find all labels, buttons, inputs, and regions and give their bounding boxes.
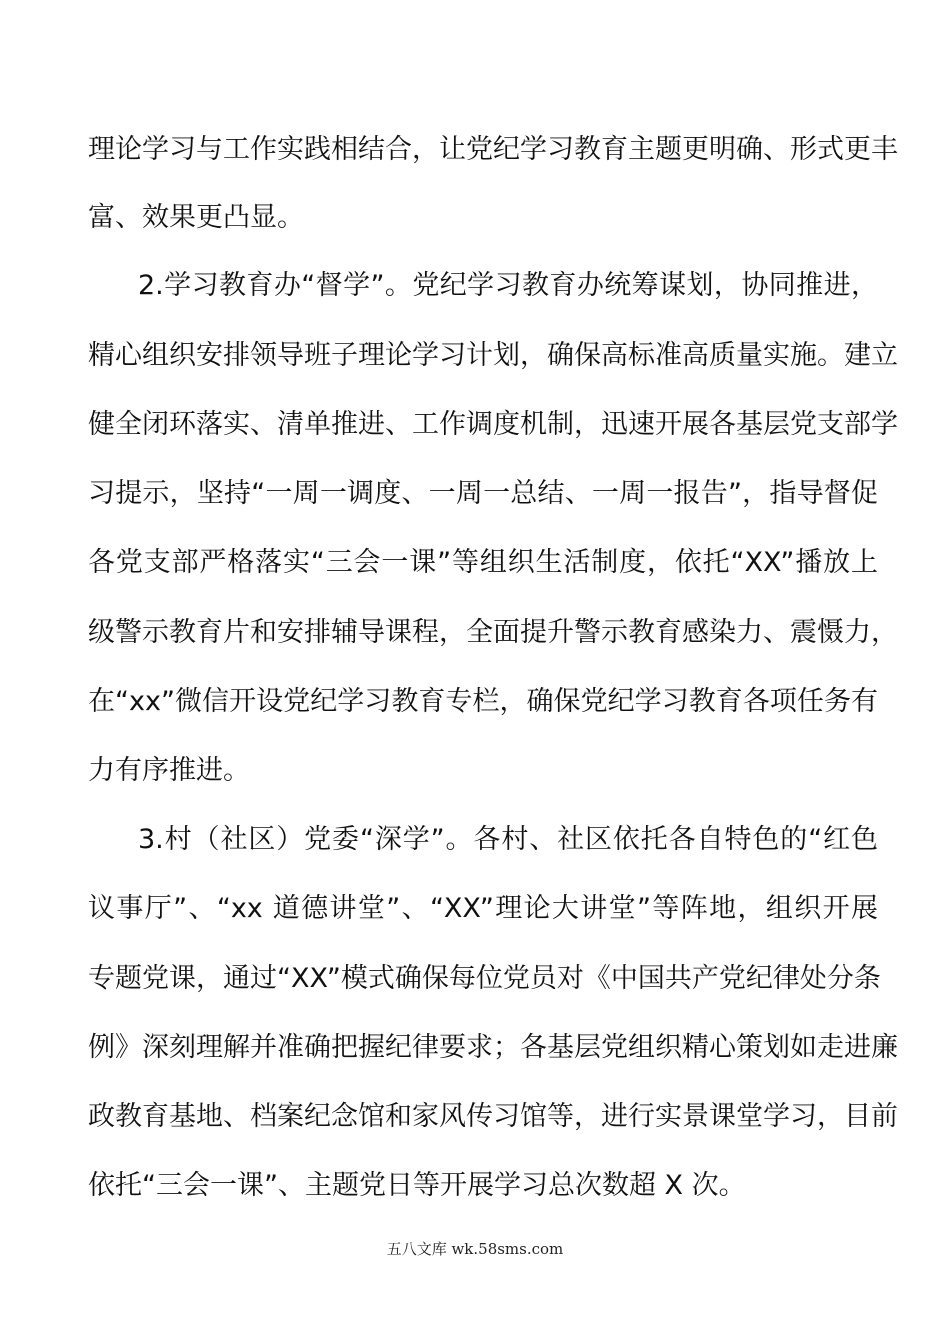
- text-line: 政教育基地、档案纪念馆和家风传习馆等，进行实景课堂学习，目前: [88, 1101, 898, 1132]
- text-line: 各党支部严格落实“三会一课”等组织生活制度，依托“XX”播放上: [88, 547, 878, 578]
- text-line: 议事厅”、“xx 道德讲堂”、“XX”理论大讲堂”等阵地，组织开展: [88, 893, 878, 924]
- text-line: 例》深刻理解并准确把握纪律要求；各基层党组织精心策划如走进廉: [88, 1032, 898, 1063]
- text-line: 3.村（社区）党委“深学”。各村、社区依托各自特色的“红色: [138, 824, 878, 855]
- text-line: 级警示教育片和安排辅导课程，全面提升警示教育感染力、震慑力，: [88, 617, 898, 648]
- text-line: 富、效果更凸显。: [88, 202, 304, 233]
- text-line: 力有序推进。: [88, 755, 250, 786]
- text-line: 精心组织安排领导班子理论学习计划，确保高标准高质量实施。建立: [88, 340, 898, 371]
- text-line: 专题党课，通过“XX”模式确保每位党员对《中国共产党纪律处分条: [88, 963, 881, 994]
- text-line: 理论学习与工作实践相结合，让党纪学习教育主题更明确、形式更丰: [88, 134, 898, 165]
- text-line: 2.学习教育办“督学”。党纪学习教育办统筹谋划，协同推进，: [138, 270, 878, 301]
- text-line: 健全闭环落实、清单推进、工作调度机制，迅速开展各基层党支部学: [88, 409, 898, 440]
- text-line: 在“xx”微信开设党纪学习教育专栏，确保党纪学习教育各项任务有: [88, 686, 878, 717]
- text-line: 习提示，坚持“一周一调度、一周一总结、一周一报告”，指导督促: [88, 478, 878, 509]
- page-footer: 五八文库 wk.58sms.com: [386, 1240, 564, 1258]
- text-line: 依托“三会一课”、主题党日等开展学习总次数超 X 次。: [88, 1170, 746, 1201]
